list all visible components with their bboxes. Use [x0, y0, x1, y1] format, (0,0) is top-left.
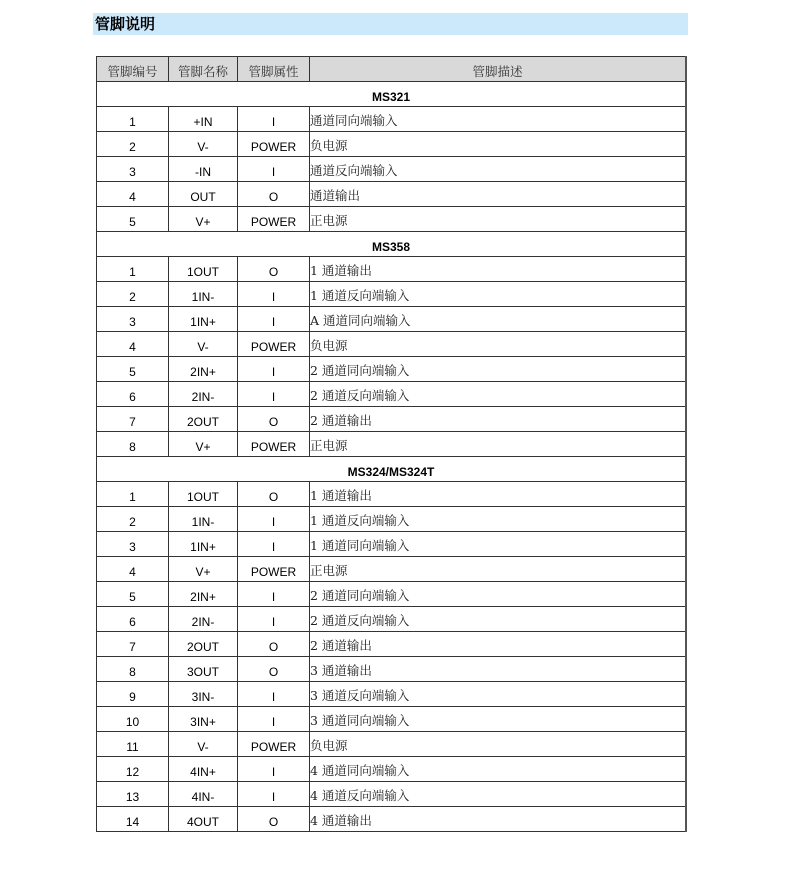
pin-attribute: POWER: [238, 207, 310, 232]
table-row: [97, 607, 687, 632]
pin-description: 3 通道同向端输入: [310, 707, 687, 732]
table-row: [97, 807, 687, 832]
table-row: [97, 732, 687, 757]
header-pin-name: 管脚名称: [169, 57, 238, 82]
pin-name: 3IN-: [169, 682, 238, 707]
pin-attribute: I: [238, 532, 310, 557]
pin-description: A 通道同向端输入: [310, 307, 687, 332]
group-title: MS358: [97, 232, 687, 257]
pin-name: V-: [169, 732, 238, 757]
pin-number: 8: [97, 657, 169, 682]
pin-number: 1: [97, 257, 169, 282]
table-row: [97, 782, 687, 807]
pin-number: 7: [97, 407, 169, 432]
header-pin-number: 管脚编号: [97, 57, 169, 82]
table-row: [97, 507, 687, 532]
table-row: [97, 407, 687, 432]
table-row: [97, 107, 687, 132]
pin-name: +IN: [169, 107, 238, 132]
pin-number: 8: [97, 432, 169, 457]
table-row: [97, 557, 687, 582]
pin-number: 5: [97, 357, 169, 382]
pin-attribute: O: [238, 407, 310, 432]
pin-number: 13: [97, 782, 169, 807]
pin-number: 9: [97, 682, 169, 707]
pin-number: 6: [97, 607, 169, 632]
pin-name: 1IN-: [169, 282, 238, 307]
pin-description: 负电源: [310, 332, 687, 357]
pin-description: 2 通道反向端输入: [310, 382, 687, 407]
pin-name: V+: [169, 432, 238, 457]
pin-number: 1: [97, 107, 169, 132]
pin-number: 4: [97, 332, 169, 357]
pin-description: 1 通道反向端输入: [310, 507, 687, 532]
pin-name: V-: [169, 132, 238, 157]
section-title: 管脚说明: [93, 13, 688, 35]
pin-name: 1IN+: [169, 307, 238, 332]
pin-attribute: POWER: [238, 557, 310, 582]
pin-number: 3: [97, 307, 169, 332]
pin-name: 2IN+: [169, 582, 238, 607]
pin-number: 3: [97, 532, 169, 557]
pin-description: 2 通道反向端输入: [310, 607, 687, 632]
table-row: [97, 657, 687, 682]
pin-name: OUT: [169, 182, 238, 207]
pin-description: 1 通道同向端输入: [310, 532, 687, 557]
table-row: [97, 357, 687, 382]
table-row: [97, 257, 687, 282]
pin-name: 2IN+: [169, 357, 238, 382]
pin-description: 1 通道反向端输入: [310, 282, 687, 307]
pin-name: 4IN-: [169, 782, 238, 807]
pin-number: 10: [97, 707, 169, 732]
pin-name: V+: [169, 557, 238, 582]
pin-number: 2: [97, 282, 169, 307]
pin-description: 3 通道反向端输入: [310, 682, 687, 707]
pin-attribute: O: [238, 182, 310, 207]
pin-name: -IN: [169, 157, 238, 182]
pin-number: 12: [97, 757, 169, 782]
pin-name: 3IN+: [169, 707, 238, 732]
pin-description: 2 通道同向端输入: [310, 582, 687, 607]
pin-number: 7: [97, 632, 169, 657]
table-row: [97, 332, 687, 357]
pin-description: 正电源: [310, 207, 687, 232]
pin-attribute: I: [238, 682, 310, 707]
pin-attribute: I: [238, 382, 310, 407]
pin-description: 正电源: [310, 557, 687, 582]
pin-number: 6: [97, 382, 169, 407]
pin-attribute: I: [238, 607, 310, 632]
pin-name: 1OUT: [169, 482, 238, 507]
pin-attribute: O: [238, 657, 310, 682]
pin-description: 负电源: [310, 732, 687, 757]
pin-table-body: [97, 82, 687, 832]
pin-description: 通道输出: [310, 182, 687, 207]
group-title: MS324/MS324T: [97, 457, 687, 482]
group-row: [97, 82, 687, 107]
table-row: [97, 207, 687, 232]
table-row: [97, 707, 687, 732]
pin-attribute: O: [238, 257, 310, 282]
pin-attribute: POWER: [238, 132, 310, 157]
table-row: [97, 282, 687, 307]
pin-number: 2: [97, 507, 169, 532]
pin-name: 3OUT: [169, 657, 238, 682]
pin-description: 通道反向端输入: [310, 157, 687, 182]
pin-attribute: I: [238, 757, 310, 782]
table-header-row: [97, 57, 687, 82]
pin-name: 2IN-: [169, 382, 238, 407]
pin-description: 通道同向端输入: [310, 107, 687, 132]
pin-table: [96, 56, 687, 832]
table-row: [97, 132, 687, 157]
pin-attribute: POWER: [238, 432, 310, 457]
pin-attribute: I: [238, 357, 310, 382]
pin-description: 4 通道同向端输入: [310, 757, 687, 782]
pin-name: 4IN+: [169, 757, 238, 782]
table-row: [97, 157, 687, 182]
pin-name: 1IN-: [169, 507, 238, 532]
pin-number: 3: [97, 157, 169, 182]
pin-number: 1: [97, 482, 169, 507]
pin-description: 正电源: [310, 432, 687, 457]
table-row: [97, 682, 687, 707]
pin-description: 2 通道输出: [310, 632, 687, 657]
table-row: [97, 582, 687, 607]
pin-attribute: I: [238, 507, 310, 532]
pin-description: 负电源: [310, 132, 687, 157]
group-row: [97, 457, 687, 482]
pin-attribute: O: [238, 632, 310, 657]
pin-description: 3 通道输出: [310, 657, 687, 682]
pin-attribute: I: [238, 157, 310, 182]
table-row: [97, 307, 687, 332]
table-row: [97, 182, 687, 207]
pin-name: V+: [169, 207, 238, 232]
pin-name: V-: [169, 332, 238, 357]
pin-name: 1IN+: [169, 532, 238, 557]
pin-attribute: I: [238, 782, 310, 807]
pin-number: 4: [97, 182, 169, 207]
header-pin-attribute: 管脚属性: [238, 57, 310, 82]
header-pin-description: 管脚描述: [310, 57, 687, 82]
pin-number: 5: [97, 207, 169, 232]
pin-attribute: I: [238, 307, 310, 332]
table-row: [97, 757, 687, 782]
group-title: MS321: [97, 82, 687, 107]
pin-attribute: POWER: [238, 732, 310, 757]
pin-attribute: I: [238, 107, 310, 132]
pin-attribute: O: [238, 807, 310, 832]
pin-name: 2IN-: [169, 607, 238, 632]
pin-description: 4 通道输出: [310, 807, 687, 832]
pin-attribute: O: [238, 482, 310, 507]
pin-description: 2 通道输出: [310, 407, 687, 432]
pin-name: 1OUT: [169, 257, 238, 282]
pin-attribute: I: [238, 282, 310, 307]
group-row: [97, 232, 687, 257]
pin-number: 2: [97, 132, 169, 157]
pin-number: 11: [97, 732, 169, 757]
table-row: [97, 532, 687, 557]
table-row: [97, 482, 687, 507]
table-row: [97, 632, 687, 657]
pin-name: 2OUT: [169, 407, 238, 432]
pin-description: 1 通道输出: [310, 257, 687, 282]
pin-name: 4OUT: [169, 807, 238, 832]
table-row: [97, 432, 687, 457]
pin-attribute: I: [238, 582, 310, 607]
pin-number: 14: [97, 807, 169, 832]
pin-description: 4 通道反向端输入: [310, 782, 687, 807]
pin-attribute: POWER: [238, 332, 310, 357]
pin-number: 4: [97, 557, 169, 582]
pin-attribute: I: [238, 707, 310, 732]
table-row: [97, 382, 687, 407]
pin-number: 5: [97, 582, 169, 607]
pin-description: 2 通道同向端输入: [310, 357, 687, 382]
pin-name: 2OUT: [169, 632, 238, 657]
pin-description: 1 通道输出: [310, 482, 687, 507]
